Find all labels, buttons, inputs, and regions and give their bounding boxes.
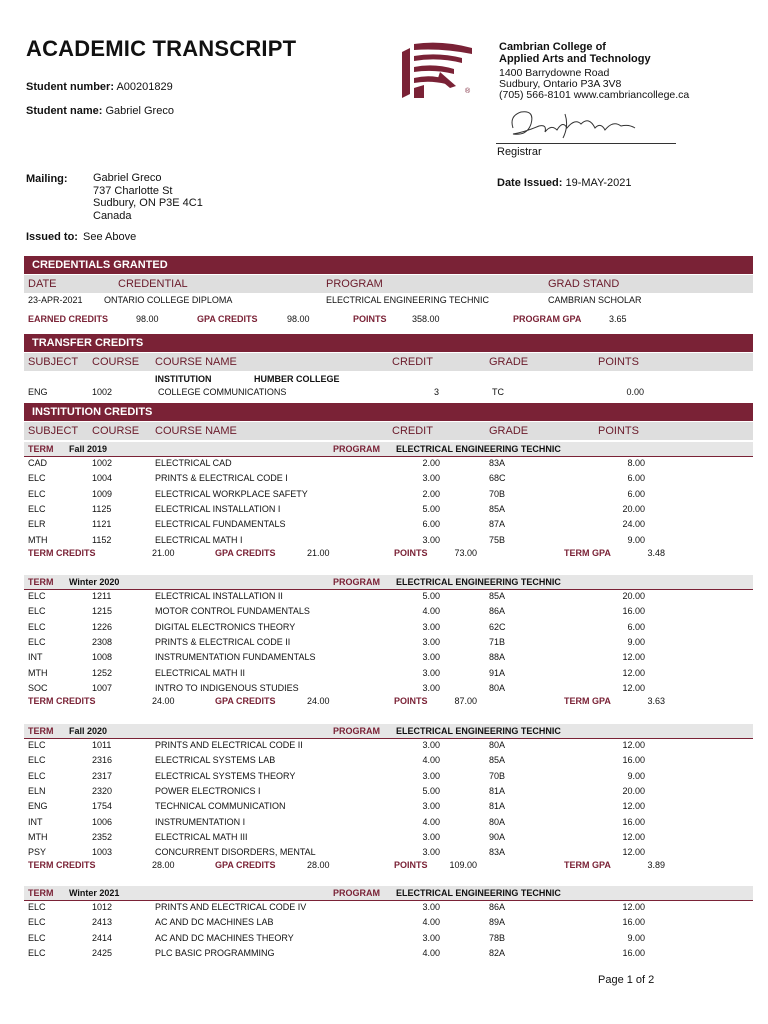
mailing-line: Gabriel Greco — [93, 172, 162, 184]
points-label: POINTS — [394, 547, 428, 558]
term-gpa-label: TERM GPA — [564, 860, 611, 871]
college-name — [499, 41, 651, 65]
credit: 4.00 — [422, 917, 440, 928]
course-name: ELECTRICAL WORKPLACE SAFETY — [155, 488, 308, 499]
points: 0.00 — [626, 387, 644, 397]
earned-credits-value: 98.00 — [136, 314, 159, 324]
grade: TC — [492, 387, 504, 397]
student-number — [26, 81, 173, 93]
subject: ELC — [28, 503, 46, 514]
course-name: ELECTRICAL SYSTEMS LAB — [155, 755, 276, 766]
gpa-credits-value: 21.00 — [307, 547, 330, 558]
course: 2317 — [92, 770, 113, 781]
registrar-label: Registrar — [497, 146, 542, 158]
subject: ELC — [28, 488, 46, 499]
course-row — [24, 771, 753, 786]
course: 1125 — [92, 503, 112, 514]
course: 1226 — [92, 621, 113, 632]
course-row — [24, 504, 753, 519]
credit: 3.00 — [422, 902, 440, 912]
grade: 81A — [489, 801, 506, 812]
course-row — [24, 637, 753, 652]
course-row — [24, 489, 753, 504]
points: 16.00 — [622, 606, 645, 617]
gpa-credits-value: 24.00 — [307, 696, 330, 707]
subject: ELR — [28, 519, 46, 530]
term-credits-value: 28.00 — [152, 860, 175, 871]
credential-totals — [24, 314, 753, 328]
credential-date: 23-APR-2021 — [28, 295, 83, 305]
course-name: MOTOR CONTROL FUNDAMENTALS — [155, 606, 310, 617]
student-number-value: A00201829 — [116, 81, 173, 93]
course-name: AC AND DC MACHINES LAB — [155, 917, 274, 928]
term-credits-label: TERM CREDITS — [28, 696, 96, 707]
grade: 75B — [489, 534, 506, 545]
term-totals — [24, 696, 753, 710]
credit: 3.00 — [422, 770, 440, 781]
term-label: TERM — [28, 726, 54, 736]
subject: MTH — [28, 667, 48, 678]
student-name — [26, 105, 174, 117]
course: 2414 — [92, 932, 113, 943]
grade: 89A — [489, 917, 506, 928]
subject: ELC — [28, 902, 46, 912]
transfer-banner: TRANSFER CREDITS — [24, 334, 753, 352]
course-name: PRINTS & ELECTRICAL CODE II — [155, 636, 291, 647]
course-row — [24, 902, 753, 917]
column-header: COURSE NAME — [155, 356, 237, 368]
course: 1011 — [92, 740, 112, 750]
course-row — [24, 458, 753, 473]
issued-to — [26, 231, 136, 243]
column-header: CREDENTIAL — [118, 278, 188, 290]
course: 1007 — [92, 682, 113, 693]
course-row — [24, 622, 753, 637]
program-label: PROGRAM — [333, 888, 380, 898]
grade: 81A — [489, 785, 506, 796]
course: 1006 — [92, 816, 113, 827]
college-name-line1: Cambrian College of — [499, 41, 606, 53]
course-name: INTRO TO INDIGENOUS STUDIES — [155, 682, 299, 693]
credit: 3.00 — [422, 652, 440, 663]
grade: 85A — [489, 503, 506, 514]
term-name: Winter 2020 — [69, 577, 120, 587]
points: 16.00 — [622, 755, 645, 766]
credit: 5.00 — [422, 785, 440, 796]
credit: 3.00 — [422, 682, 440, 693]
course-name: INSTRUMENTATION I — [155, 816, 246, 827]
credit: 3.00 — [422, 473, 440, 484]
points-label: POINTS — [394, 696, 428, 707]
subject: ENG — [28, 801, 48, 812]
page-number: Page 1 of 2 — [598, 974, 655, 986]
course-name: PLC BASIC PROGRAMMING — [155, 947, 275, 958]
course: 1121 — [92, 519, 112, 530]
institution-banner: INSTITUTION CREDITS — [24, 403, 753, 421]
course-row — [24, 948, 753, 963]
grade: 70B — [489, 770, 506, 781]
points-label: POINTS — [353, 314, 387, 324]
course-name: PRINTS AND ELECTRICAL CODE IV — [155, 902, 307, 912]
points: 20.00 — [622, 785, 645, 796]
credential-program: ELECTRICAL ENGINEERING TECHNIC — [326, 295, 490, 305]
program-gpa-label: PROGRAM GPA — [513, 314, 582, 324]
mailing-address — [93, 172, 203, 222]
course-name: PRINTS & ELECTRICAL CODE I — [155, 473, 288, 484]
subject: ELC — [28, 636, 46, 647]
course-row — [24, 832, 753, 847]
institution-header — [24, 422, 753, 440]
subject: ELC — [28, 947, 46, 958]
column-header: CREDIT — [392, 425, 433, 437]
course-row — [24, 519, 753, 534]
page-title: ACADEMIC TRANSCRIPT — [26, 36, 297, 61]
points: 12.00 — [622, 667, 645, 678]
points: 6.00 — [627, 621, 645, 632]
subject: CAD — [28, 458, 48, 468]
issued-to-label: Issued to: — [26, 231, 78, 243]
subject: ELC — [28, 740, 46, 750]
credit: 5.00 — [422, 591, 440, 601]
course-name: ELECTRICAL FUNDAMENTALS — [155, 519, 286, 530]
credit: 5.00 — [422, 503, 440, 514]
program-label: PROGRAM — [333, 577, 380, 587]
column-header: GRAD STAND — [548, 278, 620, 290]
subject: ELC — [28, 621, 46, 632]
course-name: AC AND DC MACHINES THEORY — [155, 932, 294, 943]
term-header — [24, 886, 753, 901]
college-contact-line: (705) 566-8101 www.cambriancollege.ca — [499, 89, 690, 101]
subject: INT — [28, 816, 43, 827]
term-label: TERM — [28, 888, 54, 898]
term-totals — [24, 860, 753, 874]
college-address-line: 1400 Barrydowne Road — [499, 67, 610, 79]
column-header: SUBJECT — [28, 356, 79, 368]
term-gpa-label: TERM GPA — [564, 696, 611, 707]
term-label: TERM — [28, 577, 54, 587]
course-row — [24, 591, 753, 606]
column-header: COURSE — [92, 356, 140, 368]
date-issued-value: 19-MAY-2021 — [565, 177, 632, 189]
course: 2316 — [92, 755, 113, 766]
points: 20.00 — [622, 591, 645, 601]
institution-label: INSTITUTION — [155, 374, 212, 384]
subject: MTH — [28, 534, 48, 545]
subject: ELC — [28, 473, 46, 484]
term-credits-value: 21.00 — [152, 547, 175, 558]
points-value: 109.00 — [449, 860, 477, 871]
course-name: ELECTRICAL INSTALLATION I — [155, 503, 281, 514]
credit: 3 — [433, 387, 439, 397]
grade: 80A — [489, 740, 506, 750]
course-name: ELECTRICAL INSTALLATION II — [155, 591, 283, 601]
credit: 4.00 — [422, 816, 440, 827]
grade: 87A — [489, 519, 506, 530]
gpa-credits-label: GPA CREDITS — [215, 860, 276, 871]
points: 12.00 — [622, 847, 645, 858]
course: 1002 — [92, 387, 113, 397]
subject: PSY — [28, 847, 47, 858]
grade: 68C — [489, 473, 506, 484]
date-issued-label: Date Issued: — [497, 177, 563, 189]
grade: 82A — [489, 947, 506, 958]
points-value: 87.00 — [454, 696, 477, 707]
course: 2308 — [92, 636, 113, 647]
grade: 90A — [489, 831, 506, 842]
grade: 70B — [489, 488, 506, 499]
grade: 88A — [489, 652, 506, 663]
course-row — [24, 817, 753, 832]
student-name-label: Student name: — [26, 105, 103, 117]
grade: 85A — [489, 755, 506, 766]
course: 1003 — [92, 847, 113, 858]
credit: 3.00 — [422, 636, 440, 647]
points: 9.00 — [627, 770, 645, 781]
subject: ELC — [28, 755, 46, 766]
course-name: ELECTRICAL MATH II — [155, 667, 246, 678]
column-header: GRADE — [489, 356, 529, 368]
term-name: Fall 2020 — [69, 726, 108, 736]
course-row — [24, 755, 753, 770]
course-row — [24, 801, 753, 816]
issued-to-value: See Above — [83, 231, 137, 243]
student-name-value: Gabriel Greco — [105, 105, 174, 117]
subject: ELC — [28, 770, 46, 781]
term-program: ELECTRICAL ENGINEERING TECHNIC — [396, 444, 561, 454]
program-label: PROGRAM — [333, 444, 380, 454]
mailing-line: Sudbury, ON P3E 4C1 — [93, 197, 203, 209]
course-name: ELECTRICAL MATH I — [155, 534, 243, 545]
term-totals — [24, 548, 753, 562]
subject: ELC — [28, 591, 46, 601]
gpa-credits-label: GPA CREDITS — [215, 547, 276, 558]
subject: ELC — [28, 917, 46, 928]
term-gpa-label: TERM GPA — [564, 547, 611, 558]
subject: MTH — [28, 831, 48, 842]
grade: 86A — [489, 902, 506, 912]
term-name: Fall 2019 — [69, 444, 108, 454]
subject: SOC — [28, 682, 48, 693]
term-program: ELECTRICAL ENGINEERING TECHNIC — [396, 888, 561, 898]
column-header: SUBJECT — [28, 425, 79, 437]
subject: INT — [28, 652, 43, 663]
term-label: TERM — [28, 444, 54, 454]
credit: 3.00 — [422, 621, 440, 632]
term-credits-value: 24.00 — [152, 696, 175, 707]
course: 1152 — [92, 534, 112, 545]
grade: 85A — [489, 591, 506, 601]
column-header: POINTS — [598, 356, 639, 368]
credit: 3.00 — [422, 740, 440, 750]
grade: 91A — [489, 667, 506, 678]
course-name: TECHNICAL COMMUNICATION — [155, 801, 286, 812]
credit: 3.00 — [422, 534, 440, 545]
column-header: POINTS — [598, 425, 639, 437]
points: 20.00 — [622, 503, 645, 514]
column-header: PROGRAM — [326, 278, 383, 290]
course-name: ELECTRICAL CAD — [155, 458, 232, 468]
term-header — [24, 575, 753, 590]
term-program: ELECTRICAL ENGINEERING TECHNIC — [396, 577, 561, 587]
credit: 4.00 — [422, 755, 440, 766]
course: 1008 — [92, 652, 113, 663]
course-name: ELECTRICAL MATH III — [155, 831, 248, 842]
points: 16.00 — [622, 947, 645, 958]
column-header: COURSE NAME — [155, 425, 237, 437]
course-row — [24, 606, 753, 621]
points: 24.00 — [622, 519, 645, 530]
credit: 3.00 — [422, 801, 440, 812]
course: 2425 — [92, 947, 113, 958]
course-row — [24, 786, 753, 801]
course: 2320 — [92, 785, 113, 796]
transfer-row — [24, 387, 753, 402]
term-header — [24, 442, 753, 457]
term-credits-label: TERM CREDITS — [28, 860, 96, 871]
registrar-signature-line — [496, 143, 676, 144]
registered-mark: ® — [465, 88, 471, 95]
course-row — [24, 668, 753, 683]
course-name: CONCURRENT DISORDERS, MENTAL — [155, 847, 316, 858]
column-header: CREDIT — [392, 356, 433, 368]
course: 2352 — [92, 831, 113, 842]
gpa-credits-value: 98.00 — [287, 314, 310, 324]
credit: 3.00 — [422, 932, 440, 943]
student-number-label: Student number: — [26, 81, 114, 93]
course-name: PRINTS AND ELECTRICAL CODE II — [155, 740, 303, 750]
term-gpa-value: 3.89 — [647, 860, 665, 871]
gpa-credits-value: 28.00 — [307, 860, 330, 871]
points: 12.00 — [622, 652, 645, 663]
mailing-line: Canada — [93, 209, 132, 222]
course-row — [24, 917, 753, 932]
points: 12.00 — [622, 682, 645, 693]
credit: 2.00 — [422, 458, 440, 468]
grade: 83A — [489, 847, 506, 858]
transfer-header — [24, 353, 753, 371]
term-program: ELECTRICAL ENGINEERING TECHNIC — [396, 726, 561, 736]
course: 1009 — [92, 488, 113, 499]
points: 16.00 — [622, 917, 645, 928]
course-name: POWER ELECTRONICS I — [155, 785, 261, 796]
points: 9.00 — [627, 534, 645, 545]
credit: 4.00 — [422, 947, 440, 958]
points: 12.00 — [622, 831, 645, 842]
course-row — [24, 740, 753, 755]
course: 2413 — [92, 917, 113, 928]
course-name: ELECTRICAL SYSTEMS THEORY — [155, 770, 296, 781]
grade: 86A — [489, 606, 506, 617]
credential-name: ONTARIO COLLEGE DIPLOMA — [104, 295, 233, 305]
term-name: Winter 2021 — [69, 888, 120, 898]
gpa-credits-label: GPA CREDITS — [197, 314, 258, 324]
grade: 80A — [489, 682, 506, 693]
course-name: COLLEGE COMMUNICATIONS — [158, 387, 287, 397]
points-value: 358.00 — [412, 314, 440, 324]
credential-row — [24, 295, 753, 310]
points: 12.00 — [622, 801, 645, 812]
course: 1252 — [92, 667, 113, 678]
grade: 80A — [489, 816, 506, 827]
college-address — [499, 68, 689, 101]
credit: 3.00 — [422, 831, 440, 842]
course-name: INSTRUMENTATION FUNDAMENTALS — [155, 652, 316, 663]
credit: 3.00 — [422, 847, 440, 858]
grade: 78B — [489, 932, 506, 943]
column-header: GRADE — [489, 425, 529, 437]
mailing-label: Mailing: — [26, 173, 68, 185]
credential-grad-stand: CAMBRIAN SCHOLAR — [548, 295, 642, 305]
course: 1215 — [92, 606, 113, 617]
grade: 71B — [489, 636, 506, 647]
gpa-credits-label: GPA CREDITS — [215, 696, 276, 707]
earned-credits-label: EARNED CREDITS — [28, 314, 109, 324]
program-gpa-value: 3.65 — [609, 314, 627, 324]
column-header: DATE — [28, 278, 57, 290]
points: 6.00 — [627, 473, 645, 484]
points: 12.00 — [622, 740, 645, 750]
term-credits-label: TERM CREDITS — [28, 547, 96, 558]
credit: 4.00 — [422, 606, 440, 617]
grade: 83A — [489, 458, 506, 468]
term-header — [24, 724, 753, 739]
college-name-line2: Applied Arts and Technology — [499, 53, 651, 65]
date-issued — [497, 177, 632, 189]
registrar-signature-icon — [505, 106, 640, 142]
term-gpa-value: 3.63 — [647, 696, 665, 707]
subject: ENG — [28, 387, 48, 397]
points: 6.00 — [627, 488, 645, 499]
course: 1211 — [92, 591, 112, 601]
course-row — [24, 652, 753, 667]
points-value: 73.00 — [454, 547, 477, 558]
subject: ELC — [28, 606, 46, 617]
college-address-line: Sudbury, Ontario P3A 3V8 — [499, 78, 622, 90]
mailing-line: 737 Charlotte St — [93, 184, 173, 197]
credentials-header — [24, 275, 753, 293]
credit: 6.00 — [422, 519, 440, 530]
points-label: POINTS — [394, 860, 428, 871]
credit: 3.00 — [422, 667, 440, 678]
points: 9.00 — [627, 932, 645, 943]
course: 1002 — [92, 458, 113, 468]
column-header: COURSE — [92, 425, 140, 437]
course: 1004 — [92, 473, 113, 484]
points: 16.00 — [622, 816, 645, 827]
subject: ELC — [28, 932, 46, 943]
course: 1012 — [92, 902, 113, 912]
course-name: DIGITAL ELECTRONICS THEORY — [155, 621, 296, 632]
course: 1754 — [92, 801, 113, 812]
subject: ELN — [28, 785, 46, 796]
points: 12.00 — [622, 902, 645, 912]
points: 8.00 — [627, 458, 645, 468]
term-gpa-value: 3.48 — [647, 547, 665, 558]
points: 9.00 — [627, 636, 645, 647]
credentials-banner: CREDENTIALS GRANTED — [24, 256, 753, 274]
course-row — [24, 473, 753, 488]
credit: 2.00 — [422, 488, 440, 499]
grade: 62C — [489, 621, 506, 632]
institution-name: HUMBER COLLEGE — [254, 374, 340, 384]
course-row — [24, 933, 753, 948]
program-label: PROGRAM — [333, 726, 380, 736]
